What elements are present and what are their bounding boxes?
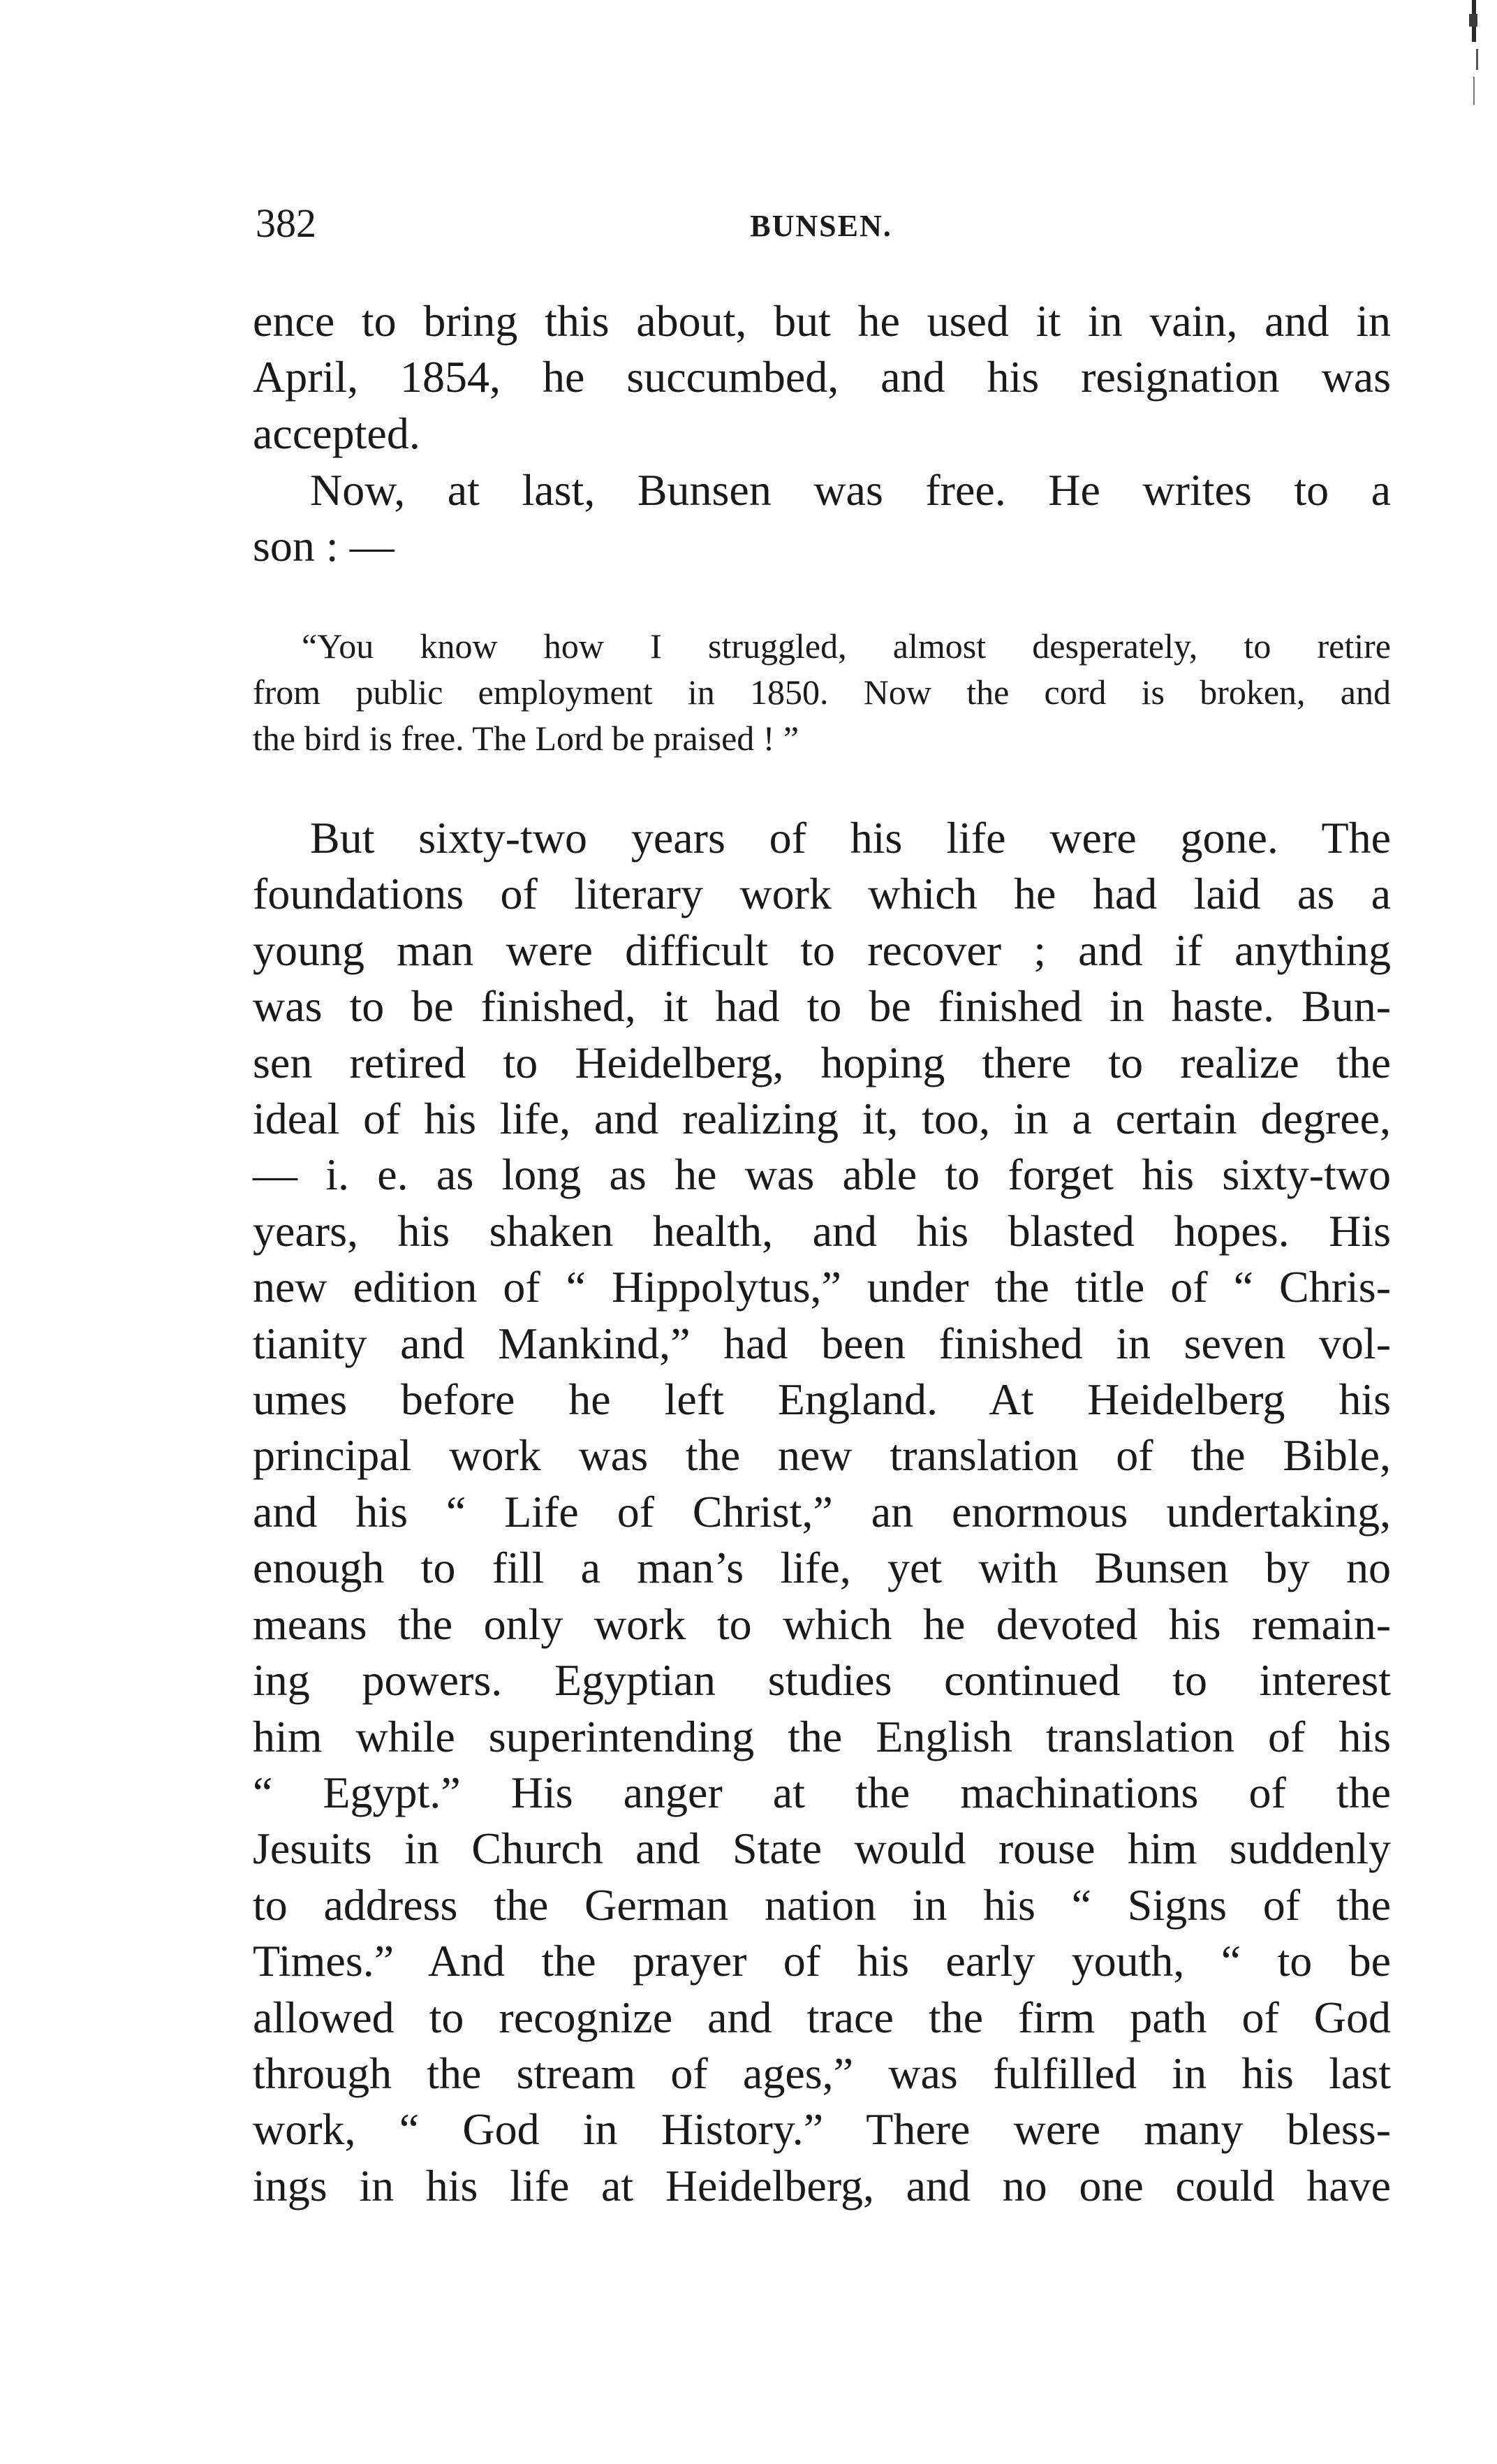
text-line: Now, at last, Bunsen was free. He writes to a — [310, 465, 1391, 515]
text-line: tianity and Mankind,” had been finished in seven vol- — [253, 1318, 1391, 1368]
running-head — [256, 196, 1387, 251]
margin-ink-mark — [1466, 0, 1487, 119]
text-line: But sixty-two years of his life were gone. The — [310, 813, 1391, 863]
text-line: enough to fill a man’s life, yet with Bunsen by no — [253, 1543, 1391, 1593]
text-line: foundations of literary work which he had laid as a — [253, 869, 1391, 919]
paragraph-bunsen-free — [253, 462, 1391, 575]
text-line: through the stream of ages,” was fulfilled in his last — [253, 2048, 1391, 2098]
text-line: son : — — [253, 521, 394, 571]
text-line: ings in his life at Heidelberg, and no one could have — [253, 2160, 1391, 2210]
text-line: “ Egypt.” His anger at the machinations of the — [253, 1767, 1391, 1817]
quote-line: the bird is free. The Lord be praised ! ” — [253, 719, 799, 758]
text-line: means the only work to which he devoted his remain- — [253, 1599, 1391, 1649]
quote-line: from public employment in 1850. Now the cord is broken, and — [253, 673, 1391, 712]
text-line: young man were difficult to recover ; and if anything — [253, 925, 1391, 975]
text-line: Jesuits in Church and State would rouse him suddenly — [253, 1824, 1391, 1874]
text-line: sen retired to Heidelberg, hoping there to realize the — [253, 1037, 1391, 1087]
running-title: BUNSEN. — [750, 209, 892, 243]
text-line: allowed to recognize and trace the firm path of God — [253, 1992, 1391, 2042]
paragraph-heidelberg — [253, 810, 1391, 2214]
text-line: to address the German nation in his “ Signs of the — [253, 1879, 1391, 1930]
text-line: was to be finished, it had to be finished in haste. Bun- — [253, 981, 1391, 1032]
text-line: umes before he left England. At Heidelberg his — [253, 1374, 1391, 1425]
text-line: — i. e. as long as he was able to forget his sixty-two — [253, 1150, 1391, 1200]
text-line: him while superintending the English translation of his — [253, 1711, 1391, 1761]
text-line: ing powers. Egyptian studies continued to interest — [253, 1655, 1391, 1706]
text-line: and his “ Life of Christ,” an enormous undertaking, — [253, 1486, 1391, 1537]
text-line: work, “ God in History.” There were many bless- — [253, 2104, 1391, 2155]
text-line: ence to bring this about, but he used it in vain, and in — [253, 296, 1391, 346]
page-number: 382 — [256, 200, 316, 246]
text-line: years, his shaken health, and his blasted hopes. His — [253, 1205, 1391, 1256]
text-line: ideal of his life, and realizing it, too, in a certain degree, — [253, 1094, 1391, 1144]
text-line: Times.” And the prayer of his early youth, “ to be — [253, 1936, 1391, 1986]
paragraph-continuation — [253, 293, 1391, 462]
block-quote — [253, 623, 1391, 761]
quote-line: “You know how I struggled, almost desperately, to retire — [302, 626, 1391, 666]
text-line: principal work was the new translation of the Bible, — [253, 1430, 1391, 1481]
text-line: accepted. — [253, 408, 420, 458]
text-line: new edition of “ Hippolytus,” under the title of “ Chris- — [253, 1262, 1391, 1312]
text-line: April, 1854, he succumbed, and his resignation was — [253, 352, 1391, 402]
